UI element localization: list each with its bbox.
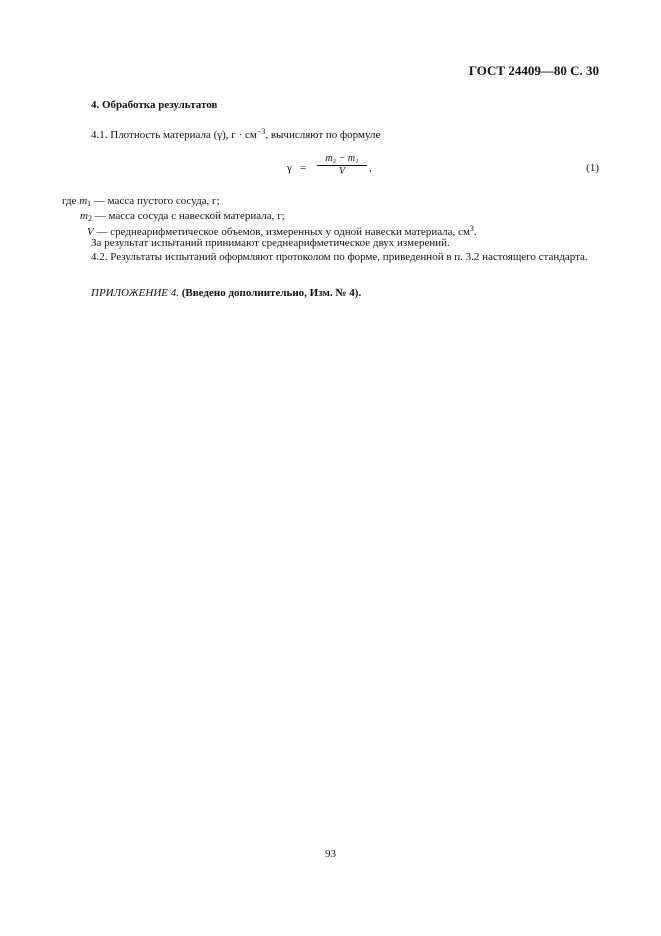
formula-comma: , bbox=[369, 162, 372, 174]
density-formula bbox=[287, 153, 377, 179]
where-word: где bbox=[62, 195, 77, 207]
result-sentence: За результат испытаний принимают среднеарифметическое двух измерений. bbox=[91, 237, 450, 249]
m1-variable: m bbox=[79, 195, 88, 207]
m2-text: — масса сосуда с навеской материала, г; bbox=[91, 210, 285, 222]
page-number: 93 bbox=[325, 848, 336, 860]
m1-text: — масса пустого сосуда, г; bbox=[91, 195, 220, 207]
formula-lhs: γ bbox=[287, 162, 292, 174]
m2-variable: m bbox=[80, 210, 88, 222]
appendix-amendment: (Введено дополнительно, Изм. № 4). bbox=[178, 287, 362, 299]
paragraph-4-2: 4.2. Результаты испытаний оформляют протоколом по форме, приведенной в п. 3.2 настоящего стандарта. bbox=[91, 251, 588, 263]
equation-number: (1) bbox=[586, 162, 599, 174]
document-header: ГОСТ 24409—80 С. 30 bbox=[468, 63, 599, 78]
formula-numerator: m₂ − m₁ bbox=[317, 153, 367, 166]
formula-fraction bbox=[317, 153, 367, 178]
v-end: . bbox=[473, 226, 477, 238]
v-variable: V bbox=[87, 226, 94, 238]
p41-suffix: , вычисляют по формуле bbox=[265, 129, 381, 141]
appendix-label: ПРИЛОЖЕНИЕ 4. bbox=[91, 287, 179, 299]
v-exponent: 3 bbox=[469, 224, 474, 233]
appendix-note bbox=[91, 286, 361, 300]
p41-exponent: −3 bbox=[256, 127, 266, 136]
formula-equals: = bbox=[300, 162, 307, 174]
paragraph-4-1 bbox=[91, 125, 380, 142]
formula-denominator: V bbox=[338, 166, 346, 177]
m1-subscript: 1 bbox=[87, 199, 92, 208]
v-text: — среднеарифметическое объемов, измеренных у одной навески материала, см bbox=[93, 226, 470, 238]
p41-prefix: 4.1. Плотность материала (γ), г · см bbox=[91, 129, 257, 141]
m2-subscript: 2 bbox=[87, 214, 92, 223]
section-title: 4. Обработка результатов bbox=[91, 99, 218, 111]
